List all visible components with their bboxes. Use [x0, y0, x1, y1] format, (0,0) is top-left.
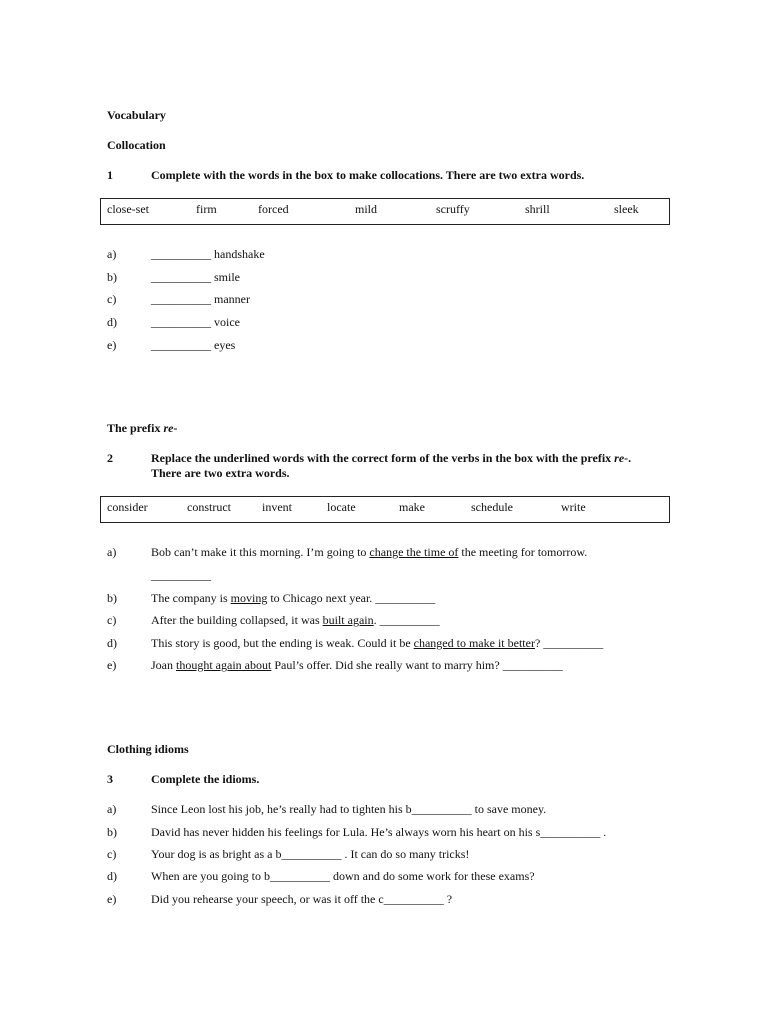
exercise-2-instruction: Replace the underlined words with the correct form of the verbs in the box with the prefix re-.: [151, 451, 632, 465]
exercise-1-item: [151, 315, 240, 330]
item-letter: d): [107, 315, 117, 329]
item-letter: e): [107, 658, 117, 672]
answer-blank: __________: [151, 270, 211, 284]
collocation-heading: Collocation: [107, 138, 166, 152]
underlined-phrase: thought again about: [176, 658, 272, 672]
item-letter: a): [107, 545, 117, 559]
item-letter: c): [107, 847, 117, 861]
answer-blank: __________: [151, 247, 211, 261]
exercise-2-item: This story is good, but the ending is weak. Could it be changed to make it better? __________: [151, 636, 604, 650]
item-letter: b): [107, 591, 117, 605]
item-letter: e): [107, 892, 117, 906]
exercise-1-item: [151, 270, 240, 285]
word-box-item: shrill: [525, 202, 550, 216]
word-box-item: write: [561, 500, 586, 514]
underlined-phrase: built again: [322, 613, 374, 627]
underlined-phrase: changed to make it better: [413, 636, 535, 650]
word-box-item: make: [399, 500, 425, 514]
prefix-heading: The prefix re-: [107, 421, 178, 435]
exercise-2-number: 2: [107, 451, 113, 465]
item-text: smile: [211, 270, 240, 284]
item-letter: b): [107, 270, 117, 284]
exercise-1-item: [151, 292, 250, 307]
exercise-3-item: David has never hidden his feelings for Lula. He’s always worn his heart on his s__________ .: [151, 825, 607, 839]
exercise-1-item: [151, 338, 235, 353]
exercise-2-item: The company is moving to Chicago next year. __________: [151, 591, 436, 605]
exercise-2-item: Joan thought again about Paul’s offer. Did she really want to marry him? __________: [151, 658, 563, 672]
exercise-3-item: When are you going to b__________ down and do some work for these exams?: [151, 869, 535, 883]
answer-blank: __________: [151, 338, 211, 352]
item-letter: d): [107, 636, 117, 650]
exercise-1-item: [151, 247, 265, 262]
word-box-1: [100, 198, 670, 225]
word-box-item: invent: [262, 500, 292, 514]
word-box-item: mild: [355, 202, 378, 216]
exercise-3-item: Your dog is as bright as a b__________ . It can do so many tricks!: [151, 847, 470, 861]
answer-blank: __________: [151, 568, 211, 582]
exercise-3-number: 3: [107, 772, 113, 786]
word-box-item: schedule: [471, 500, 513, 514]
exercise-1-instruction: Complete with the words in the box to make collocations. There are two extra words.: [151, 168, 585, 182]
item-letter: a): [107, 802, 117, 816]
answer-blank: __________: [151, 292, 211, 306]
item-letter: e): [107, 338, 117, 352]
word-box-item: firm: [196, 202, 217, 216]
exercise-3-item: Did you rehearse your speech, or was it off the c__________ ?: [151, 892, 453, 906]
exercise-3-instruction: Complete the idioms.: [151, 772, 260, 786]
exercise-3-item: Since Leon lost his job, he’s really had to tighten his b__________ to save money.: [151, 802, 547, 816]
exercise-1-number: 1: [107, 168, 113, 182]
word-box-item: locate: [327, 500, 356, 514]
item-letter: c): [107, 613, 117, 627]
clothing-idioms-heading: Clothing idioms: [107, 742, 189, 756]
item-letter: b): [107, 825, 117, 839]
item-text: voice: [211, 315, 240, 329]
word-box-2: [100, 496, 670, 523]
item-letter: a): [107, 247, 117, 261]
exercise-2-item: After the building collapsed, it was built again. __________: [151, 613, 440, 627]
vocabulary-heading: Vocabulary: [107, 108, 166, 122]
word-box-item: construct: [187, 500, 231, 514]
underlined-phrase: change the time of: [369, 545, 459, 559]
word-box-item: sleek: [614, 202, 639, 216]
exercise-2-instruction-line2: There are two extra words.: [151, 466, 290, 480]
item-text: eyes: [211, 338, 236, 352]
word-box-item: close-set: [107, 202, 149, 216]
item-text: manner: [211, 292, 250, 306]
exercise-2-item: Bob can’t make it this morning. I’m going to change the time of the meeting for tomorrow.: [151, 545, 588, 559]
item-letter: d): [107, 869, 117, 883]
word-box-item: forced: [258, 202, 289, 216]
answer-blank: __________: [151, 315, 211, 329]
item-text: handshake: [211, 247, 265, 261]
word-box-item: consider: [107, 500, 148, 514]
underlined-phrase: moving: [230, 591, 268, 605]
word-box-item: scruffy: [436, 202, 470, 216]
item-letter: c): [107, 292, 117, 306]
